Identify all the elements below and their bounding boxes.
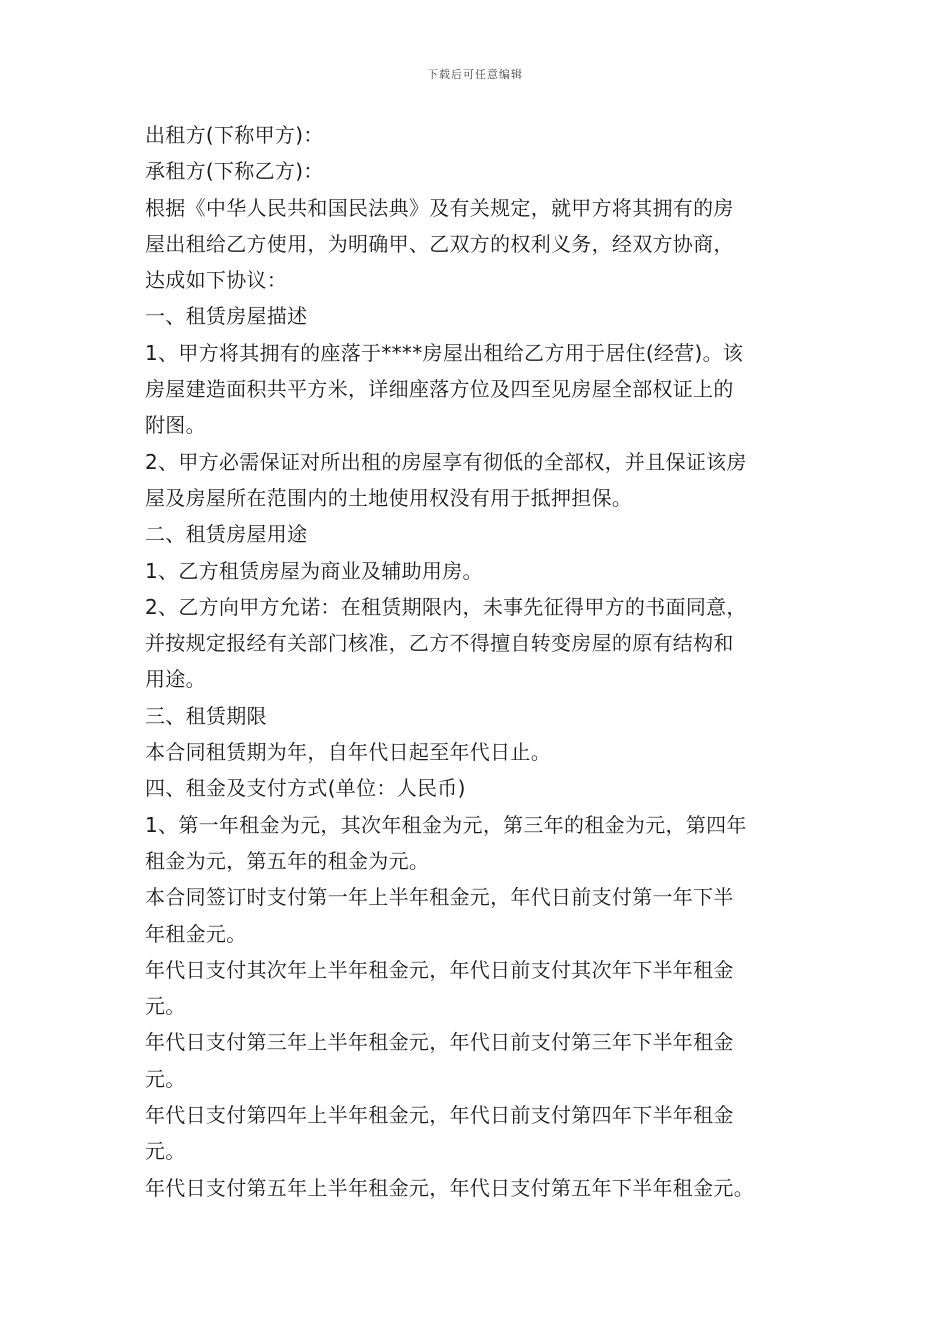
clause-3-term: 本合同租赁期为年，自年代日起至年代日止。: [145, 740, 551, 765]
clause-1-2-line-1: 2、甲方必需保证对所出租的房屋享有彻低的全部权，并且保证该房: [145, 449, 747, 474]
payment-year-4-line-2: 元。: [145, 1139, 186, 1164]
payment-year-4-line-1: 年代日支付第四年上半年租金元，年代日前支付第四年下半年租金: [145, 1103, 734, 1128]
section-heading-3: 三、租赁期限: [145, 703, 267, 728]
line-lessor: 出租方(下称甲方)：: [145, 123, 324, 147]
clause-2-1: 1、乙方租赁房屋为商业及辅助用房。: [145, 558, 483, 583]
payment-year-1-line-1: 本合同签订时支付第一年上半年租金元，年代日前支付第一年下半: [145, 885, 734, 910]
payment-year-3-line-1: 年代日支付第三年上半年租金元，年代日前支付第三年下半年租金: [145, 1030, 734, 1055]
line-preamble-1: 根据《中华人民共和国民法典》及有关规定，就甲方将其拥有的房: [145, 195, 734, 220]
clause-1-2-line-2: 屋及房屋所在范围内的土地使用权没有用于抵押担保。: [145, 485, 633, 510]
clause-1-1-line-1: 1、甲方将其拥有的座落于****房屋出租给乙方用于居住(经营)。该: [145, 340, 744, 365]
section-heading-2: 二、租赁房屋用途: [145, 522, 308, 547]
page-header: 下载后可任意编辑: [427, 68, 523, 81]
payment-year-2-line-2: 元。: [145, 994, 186, 1019]
clause-2-2-line-3: 用途。: [145, 667, 206, 692]
payment-year-2-line-1: 年代日支付其次年上半年租金元，年代日前支付其次年下半年租金: [145, 957, 734, 982]
payment-year-1-line-2: 年租金元。: [145, 921, 247, 946]
clause-1-1-line-2: 房屋建造面积共平方米，详细座落方位及四至见房屋全部权证上的: [145, 377, 734, 402]
section-heading-4: 四、租金及支付方式(单位：人民币): [145, 776, 466, 801]
clause-4-1-line-2: 租金为元，第五年的租金为元。: [145, 848, 430, 873]
clause-1-1-line-3: 附图。: [145, 413, 206, 438]
clause-4-1-line-1: 1、第一年租金为元，其次年租金为元，第三年的租金为元，第四年: [145, 812, 747, 837]
contract-body: [145, 117, 810, 1206]
payment-year-5: 年代日支付第五年上半年租金元，年代日支付第五年下半年租金元。: [145, 1175, 754, 1200]
section-heading-1: 一、租赁房屋描述: [145, 304, 308, 329]
line-preamble-3: 达成如下协议：: [145, 268, 288, 293]
line-lessee: 承租方(下称乙方)：: [145, 159, 324, 184]
clause-2-2-line-2: 并按规定报经有关部门核准，乙方不得擅自转变房屋的原有结构和: [145, 631, 734, 656]
clause-2-2-line-1: 2、乙方向甲方允诺：在租赁期限内，未事先征得甲方的书面同意，: [145, 594, 747, 619]
line-preamble-2: 屋出租给乙方使用，为明确甲、乙双方的权利义务，经双方协商，: [145, 231, 734, 256]
payment-year-3-line-2: 元。: [145, 1066, 186, 1091]
